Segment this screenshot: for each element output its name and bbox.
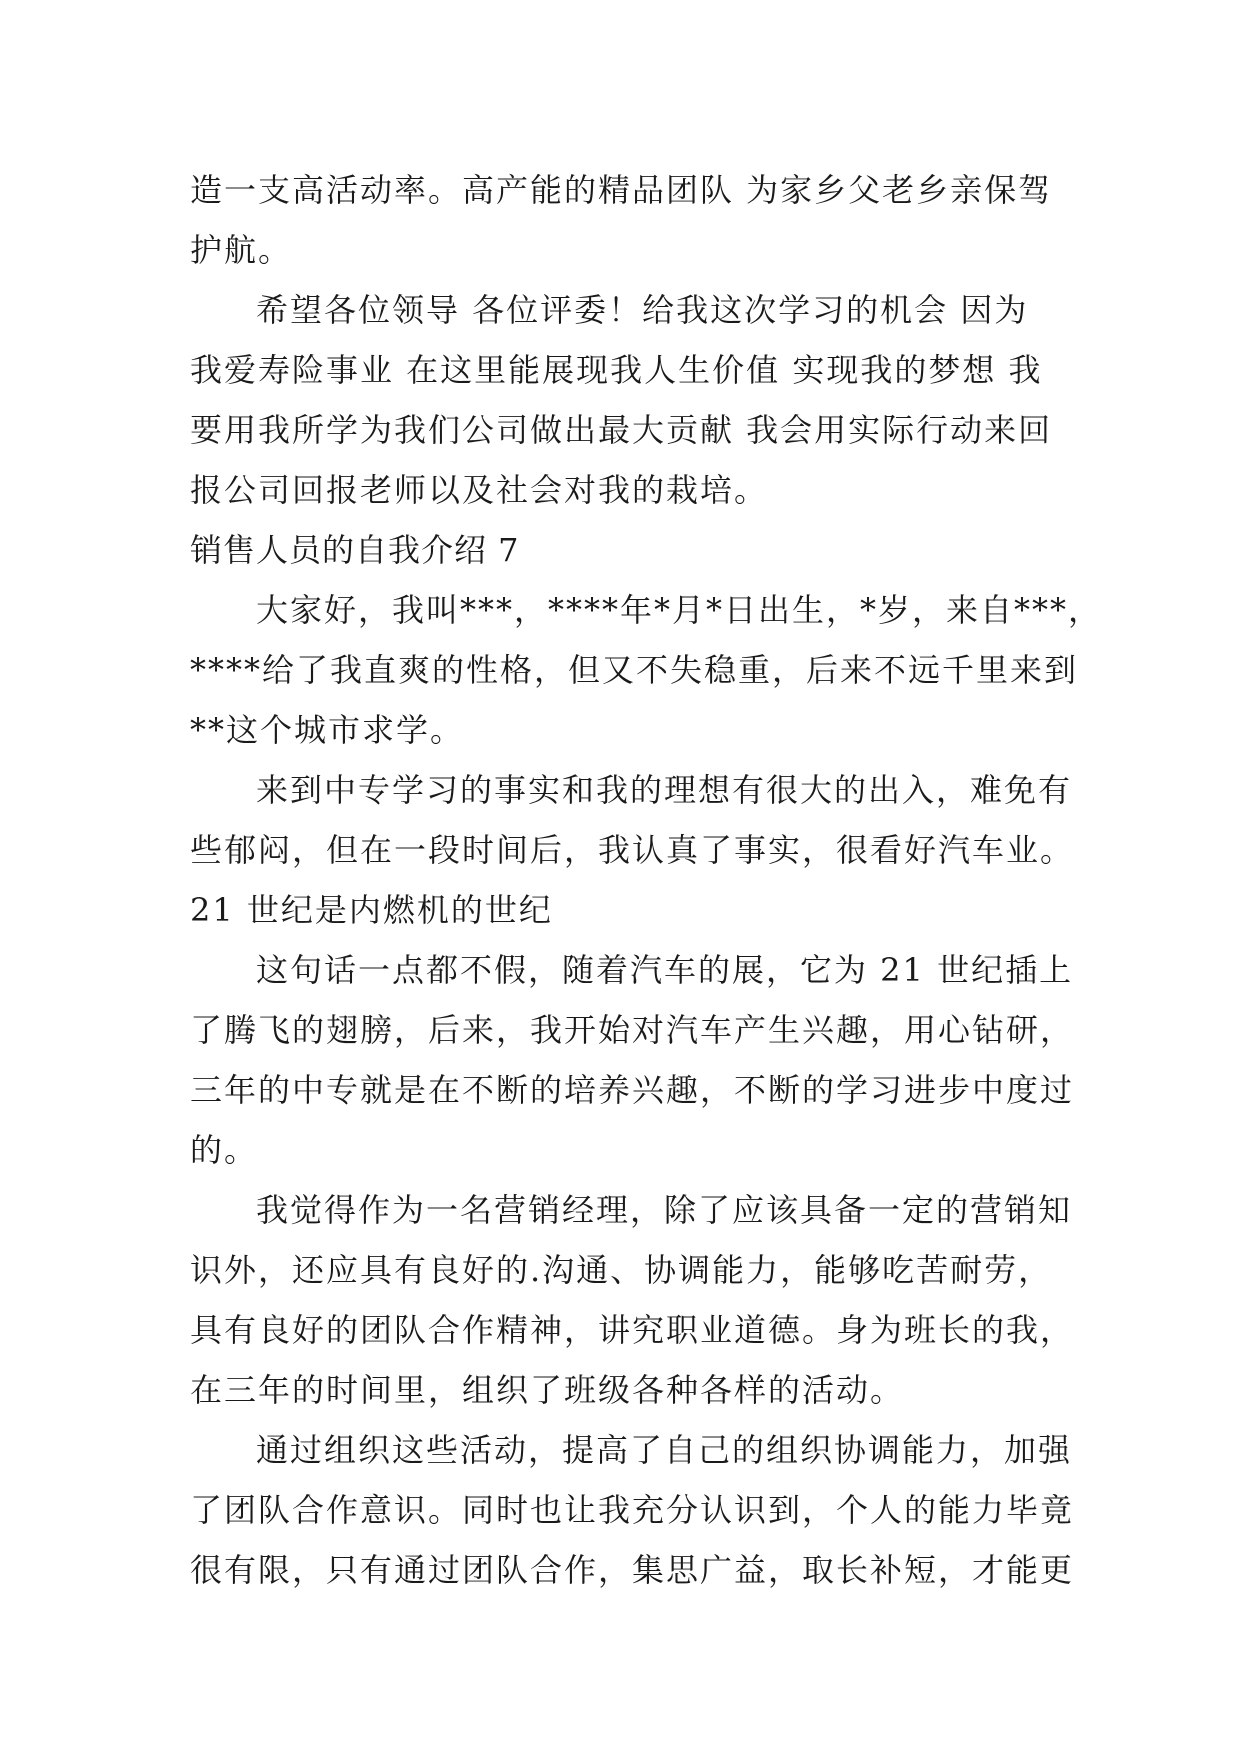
text-line: 要用我所学为我们公司做出最大贡献 我会用实际行动来回	[190, 411, 1053, 449]
text-line: 在三年的时间里，组织了班级各种各样的活动。	[190, 1371, 905, 1409]
text-line: ****给了我直爽的性格，但又不失稳重，后来不远千里来到	[190, 651, 1079, 689]
text-line: 了腾飞的翅膀，后来，我开始对汽车产生兴趣，用心钻研，	[190, 1011, 1075, 1049]
paragraph-first-line: 通过组织这些活动，提高了自己的组织协调能力，加强	[256, 1431, 1073, 1469]
section-heading: 销售人员的自我介绍 7	[190, 531, 520, 569]
text-line: 我爱寿险事业 在这里能展现我人生价值 实现我的梦想 我	[190, 351, 1043, 389]
paragraph-first-line: 我觉得作为一名营销经理，除了应该具备一定的营销知	[256, 1191, 1073, 1229]
paragraph-first-line: 希望各位领导 各位评委！给我这次学习的机会 因为	[256, 291, 1029, 329]
text-line: 造一支高活动率。高产能的精品团队 为家乡父老乡亲保驾	[190, 171, 1053, 209]
text-line: 的。	[190, 1131, 259, 1169]
document-page	[190, 160, 1103, 1600]
text-line: 三年的中专就是在不断的培养兴趣，不断的学习进步中度过	[190, 1071, 1075, 1109]
text-line: 护航。	[190, 231, 293, 269]
text-line: 很有限，只有通过团队合作，集思广益，取长补短，才能更	[190, 1551, 1075, 1589]
paragraph-first-line: 大家好，我叫***，****年*月*日出生，*岁，来自***，	[256, 591, 1103, 629]
paragraph-first-line: 来到中专学习的事实和我的理想有很大的出入，难免有	[256, 771, 1073, 809]
paragraph-first-line: 这句话一点都不假，随着汽车的展，它为 21 世纪插上	[256, 951, 1074, 989]
text-line: 了团队合作意识。同时也让我充分认识到，个人的能力毕竟	[190, 1491, 1075, 1529]
text-line: 报公司回报老师以及社会对我的栽培。	[190, 471, 769, 509]
text-line: 具有良好的团队合作精神，讲究职业道德。身为班长的我，	[190, 1311, 1075, 1349]
text-line: 21 世纪是内燃机的世纪	[190, 891, 553, 929]
text-line: **这个城市求学。	[190, 711, 465, 749]
text-line: 识外，还应具有良好的.沟通、协调能力，能够吃苦耐劳，	[190, 1251, 1053, 1289]
text-line: 些郁闷，但在一段时间后，我认真了事实，很看好汽车业。	[190, 831, 1075, 869]
